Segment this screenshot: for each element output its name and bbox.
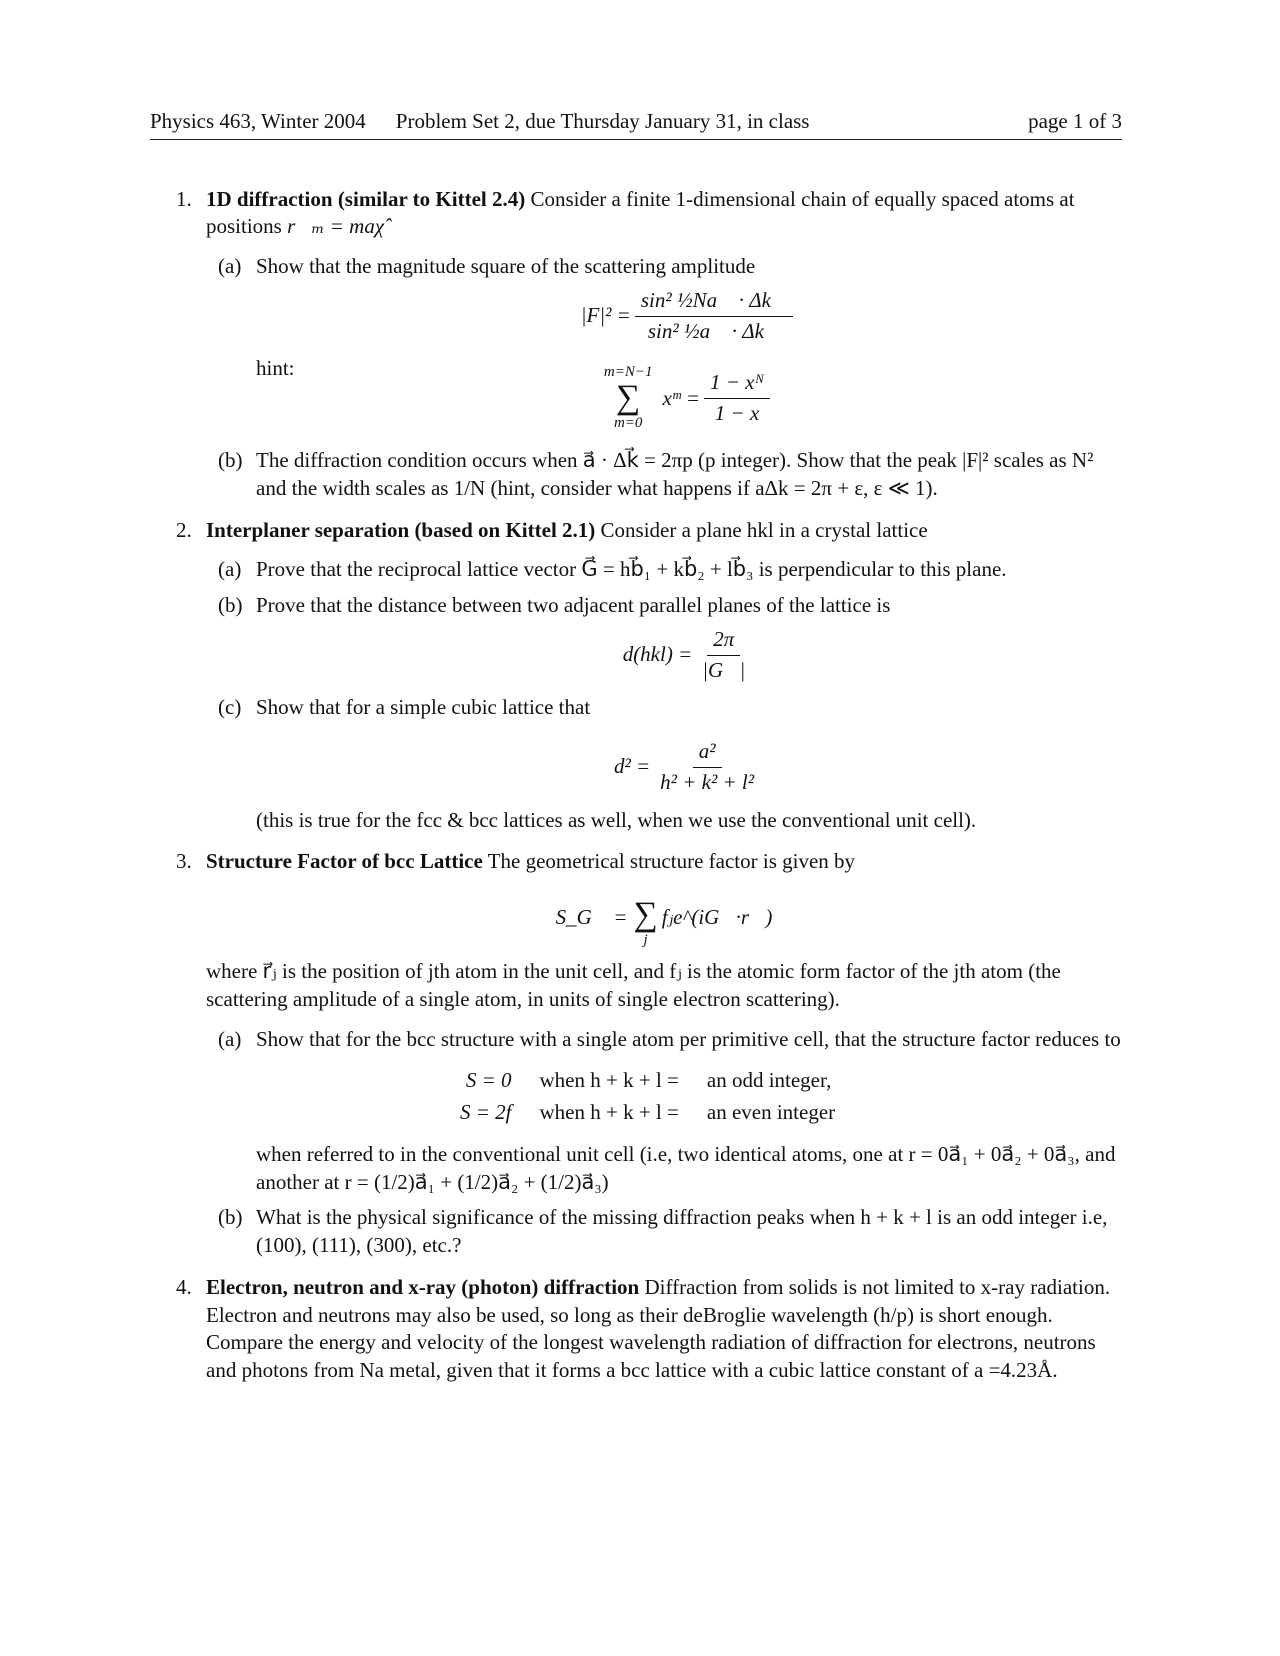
- geometric-sum-equation: [256, 363, 1122, 433]
- denominator: h² + k² + l²: [660, 769, 755, 794]
- sigma-symbol: ∑: [633, 895, 658, 933]
- page-header: [150, 108, 1122, 140]
- case-row: [446, 1097, 849, 1129]
- problem-2: [150, 517, 1122, 834]
- case-row: [446, 1065, 849, 1097]
- problem-number: 3.: [176, 849, 192, 874]
- fraction: [696, 626, 751, 684]
- equation-lhs: S_G⃗ =: [555, 905, 628, 930]
- denominator: 1 − x: [714, 400, 760, 425]
- equation-lhs: d² =: [613, 754, 651, 779]
- part-label: (b): [218, 593, 243, 618]
- part-a: [206, 253, 1122, 439]
- problem-4: [150, 1274, 1122, 1385]
- equation-rhs: fⱼe^(iG⃗·r⃗): [661, 905, 773, 930]
- part-label: (b): [218, 1205, 243, 1230]
- part-b: [206, 1204, 1122, 1259]
- sum-lower-limit: m=0: [613, 414, 643, 431]
- problem-text: Diffraction from solids is not limited to x-ray radiation. Electron and neutrons may also be used, so long as their deBroglie wavelength (h/p) is short enough. Compare the energy and velocity of the longest wavelength radiation of diffraction for electrons, neutrons and photons from Na metal, given that it forms a bcc lattice with a cubic lattice constant of a =4.23Å.: [206, 1274, 1111, 1382]
- part-note: (this is true for the fcc & bcc lattices as well, when we use the conventional unit cell).: [256, 807, 977, 832]
- interplanar-distance-equation: [256, 626, 1122, 684]
- definition-text: where r⃗ⱼ is the position of jth atom in the unit cell, and fⱼ is the atomic form factor of the jth atom (the scattering amplitude of a single atom, in units of single electron scattering).: [206, 959, 1061, 1012]
- problem-text: Consider a plane hkl in a crystal lattice: [595, 517, 928, 542]
- problem-text: Consider a finite 1-dimensional chain of equally spaced atoms at positions: [206, 186, 1075, 239]
- case-value: S = 2f: [460, 1100, 512, 1125]
- denominator: |G⃗|: [702, 657, 746, 682]
- cubic-distance-equation: [256, 738, 1122, 796]
- problem-1: [150, 186, 1122, 503]
- problem-number: 1.: [176, 186, 192, 211]
- position-expression: r⃗ₘ = maχ̂: [287, 214, 385, 239]
- part-c: [206, 694, 1122, 834]
- summation: [604, 363, 653, 433]
- numerator: 2π: [707, 626, 740, 656]
- numerator: a²: [693, 738, 722, 768]
- case-value: S = 0: [465, 1068, 512, 1093]
- fraction: [654, 738, 760, 796]
- part-text: The diffraction condition occurs when a⃗ · Δk⃗ = 2πp (p integer). Show that the peak |F|² scales as N² and the width scales as 1/N (hint, consider what happens if aΔk = 2π + ε, ε ≪ 1).: [256, 448, 1094, 501]
- course-title: Physics 463, Winter 2004: [150, 109, 366, 133]
- part-label: (a): [218, 254, 242, 279]
- problem-3: [150, 848, 1122, 1260]
- problem-title: Structure Factor of bcc Lattice: [206, 849, 483, 874]
- case-condition: when h + k + l =: [539, 1068, 679, 1093]
- fraction: [635, 287, 793, 345]
- structure-factor-equation: [206, 886, 1122, 950]
- case-parity: an even integer: [706, 1100, 836, 1125]
- equation-lhs: d(hkl) =: [622, 642, 693, 667]
- hint-label: hint:: [256, 356, 295, 381]
- problem-number: 2.: [176, 517, 192, 542]
- summation: [633, 895, 658, 950]
- sum-index: j: [643, 931, 648, 948]
- part-text: What is the physical significance of the missing diffraction peaks when h + k + l is an odd integer i.e, (100), (111), (300), etc.?: [256, 1205, 1108, 1258]
- fraction: [704, 369, 770, 427]
- part-text: Prove that the reciprocal lattice vector G⃗ = hb⃗₁ + kb⃗₂ + lb⃗₃ is perpendicular to this plane.: [256, 557, 1007, 582]
- part-tail-text: when referred to in the conventional unit cell (i.e, two identical atoms, one at r = 0a⃗₁ + 0a⃗₂ + 0a⃗₃, and another at r = (1/2)a⃗₁ + (1/2)a⃗₂ + (1/2)a⃗₃): [256, 1141, 1116, 1194]
- sum-upper-limit: m=N−1: [603, 364, 653, 381]
- numerator: sin² ½Na⃗ · Δk⃗: [635, 287, 793, 317]
- equation-lhs: |F|² =: [580, 303, 631, 328]
- part-label: (a): [218, 1026, 242, 1051]
- problem-title: Electron, neutron and x-ray (photon) diffraction: [206, 1274, 640, 1299]
- part-text: Show that the magnitude square of the scattering amplitude: [256, 254, 756, 279]
- problem-text: The geometrical structure factor is given by: [482, 849, 856, 874]
- part-label: (a): [218, 557, 242, 582]
- part-label: (c): [218, 695, 242, 720]
- document-page: [150, 108, 1122, 1399]
- sigma-symbol: ∑: [616, 379, 641, 417]
- problem-title: Interplaner separation (based on Kittel 2.1): [206, 517, 596, 542]
- part-b: [206, 592, 1122, 684]
- part-label: (b): [218, 448, 243, 473]
- problem-number: 4.: [176, 1274, 192, 1299]
- amplitude-equation: [256, 287, 1122, 345]
- page-number: page 1 of 3: [1028, 109, 1122, 133]
- structure-factor-cases: [446, 1065, 849, 1128]
- part-text: Show that for the bcc structure with a single atom per primitive cell, that the structure factor reduces to: [256, 1026, 1121, 1051]
- part-a: [206, 1026, 1122, 1197]
- problem-list: [150, 186, 1122, 1385]
- problem-set-title: Problem Set 2, due Thursday January 31, in class: [395, 109, 810, 133]
- problem-title: 1D diffraction (similar to Kittel 2.4): [206, 186, 526, 211]
- part-b: [206, 447, 1122, 502]
- part-text: Prove that the distance between two adjacent parallel planes of the lattice is: [256, 593, 891, 618]
- denominator: sin² ½a⃗ · Δk⃗: [647, 318, 781, 343]
- case-condition: when h + k + l =: [539, 1100, 679, 1125]
- case-parity: an odd integer,: [706, 1068, 832, 1093]
- numerator: 1 − xᴺ: [704, 369, 770, 399]
- sum-term: xᵐ =: [662, 385, 700, 410]
- part-text: Show that for a simple cubic lattice that: [256, 695, 591, 720]
- part-a: [206, 556, 1122, 584]
